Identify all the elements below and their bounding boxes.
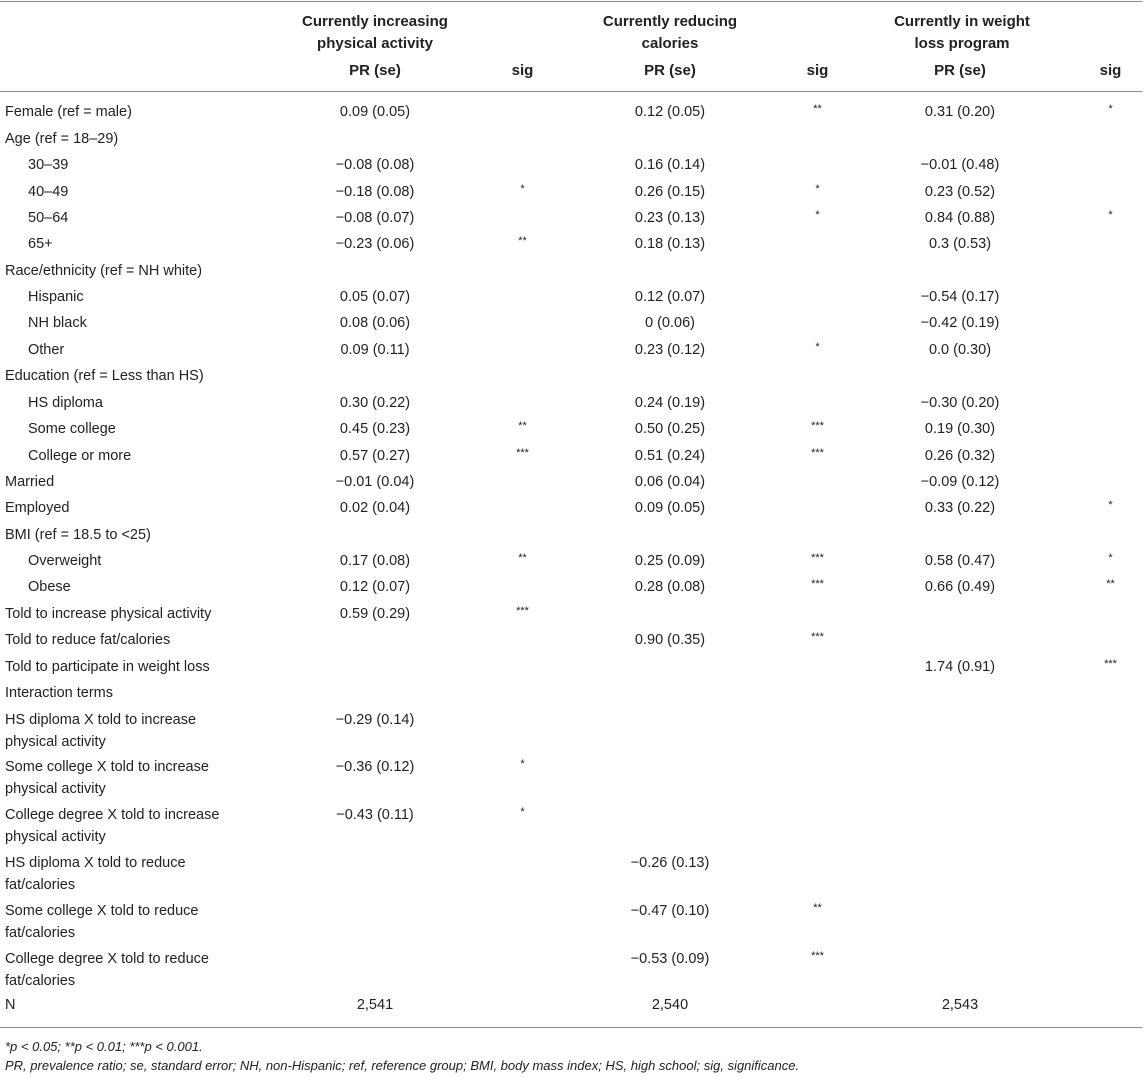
- pr-cell-weight-loss-program: 0.33 (0.22): [924, 500, 996, 516]
- row-label: [28, 445, 131, 467]
- row-label: [28, 207, 68, 229]
- pr-cell-reducing-calories: 0.23 (0.13): [634, 210, 706, 226]
- pr-cell-weight-loss-program: −0.54 (0.17): [920, 289, 1000, 305]
- row-label-line: HS diploma X told to increase: [5, 712, 197, 728]
- row-label: [5, 656, 210, 678]
- row-label: [5, 948, 209, 992]
- row-label: [28, 286, 84, 308]
- col1-header: [265, 11, 485, 55]
- pr-cell-weight-loss-program: −0.30 (0.20): [920, 395, 1000, 411]
- row-label-line: HS diploma: [28, 395, 103, 411]
- row-label-line: Told to increase physical activity: [5, 606, 212, 622]
- pr-cell-weight-loss-program: 0.66 (0.49): [924, 579, 996, 595]
- pr-cell-physical-activity: −0.23 (0.06): [335, 236, 415, 252]
- pr-cell-physical-activity: 0.08 (0.06): [339, 315, 411, 331]
- pr-cell-reducing-calories: 0.12 (0.07): [634, 289, 706, 305]
- row-label-line: physical activity: [5, 734, 106, 750]
- row-label-line: 40–49: [28, 184, 69, 200]
- pr-cell-physical-activity: 2,541: [356, 997, 394, 1013]
- row-label: [28, 339, 64, 361]
- sig-cell-physical-activity: **: [518, 420, 527, 432]
- pr-cell-reducing-calories: 0.24 (0.19): [634, 395, 706, 411]
- pr-cell-weight-loss-program: 0.58 (0.47): [924, 553, 996, 569]
- sig-cell-reducing-calories: **: [813, 902, 822, 914]
- sig-cell-weight-loss-program: *: [1108, 103, 1113, 115]
- row-label-line: physical activity: [5, 781, 106, 797]
- sig-cell-reducing-calories: ***: [811, 578, 824, 590]
- row-label: [5, 603, 211, 625]
- row-label: [28, 576, 71, 598]
- row-label-line: 50–64: [28, 210, 69, 226]
- pr-cell-physical-activity: −0.43 (0.11): [336, 807, 414, 823]
- col3-header-line1: Currently in weight: [894, 13, 1030, 30]
- sig-cell-reducing-calories: ***: [811, 552, 824, 564]
- pr-cell-reducing-calories: 0.25 (0.09): [634, 553, 706, 569]
- pr-cell-weight-loss-program: −0.42 (0.19): [920, 315, 1000, 331]
- row-label-line: Told to reduce fat/calories: [5, 632, 171, 648]
- row-label-line: fat/calories: [5, 925, 76, 941]
- pr-cell-weight-loss-program: −0.09 (0.12): [920, 474, 1000, 490]
- sig-cell-reducing-calories: ***: [811, 420, 824, 432]
- pr-cell-weight-loss-program: 0.31 (0.20): [924, 104, 996, 120]
- col2-pr-label: PR (se): [644, 62, 696, 79]
- row-label-line: Some college X told to increase: [5, 759, 209, 775]
- row-label-line: College degree X told to increase: [5, 807, 220, 823]
- pr-cell-physical-activity: −0.29 (0.14): [335, 712, 415, 728]
- row-label-line: College or more: [28, 448, 132, 464]
- sig-cell-reducing-calories: ***: [811, 447, 824, 459]
- row-label-line: Some college: [28, 421, 116, 437]
- row-label: [28, 233, 53, 255]
- pr-cell-physical-activity: −0.01 (0.04): [335, 474, 415, 490]
- sig-cell-physical-activity: **: [518, 552, 527, 564]
- row-label-line: 65+: [28, 236, 53, 252]
- pr-cell-reducing-calories: −0.47 (0.10): [630, 903, 710, 919]
- col2-header: [560, 11, 780, 55]
- pr-cell-reducing-calories: 0.23 (0.12): [634, 342, 706, 358]
- pr-cell-reducing-calories: −0.53 (0.09): [630, 951, 710, 967]
- row-label-line: Married: [5, 474, 55, 490]
- row-label-line: Told to participate in weight loss: [5, 659, 210, 675]
- row-label-line: Race/ethnicity (ref = NH white): [5, 263, 203, 279]
- pr-cell-reducing-calories: 0.06 (0.04): [634, 474, 706, 490]
- row-label: [5, 756, 209, 800]
- pr-cell-physical-activity: 0.12 (0.07): [339, 579, 411, 595]
- row-label-line: Overweight: [28, 553, 102, 569]
- row-label-line: fat/calories: [5, 877, 76, 893]
- row-label: [5, 629, 170, 651]
- pr-cell-reducing-calories: −0.26 (0.13): [630, 855, 710, 871]
- bottom-rule: [0, 1027, 1142, 1028]
- pr-cell-reducing-calories: 2,540: [651, 997, 689, 1013]
- row-label-line: Age (ref = 18–29): [5, 131, 119, 147]
- row-label: [28, 392, 103, 414]
- pr-cell-physical-activity: 0.57 (0.27): [339, 448, 411, 464]
- pr-cell-weight-loss-program: −0.01 (0.48): [920, 157, 1000, 173]
- pr-cell-physical-activity: 0.45 (0.23): [339, 421, 411, 437]
- pr-cell-reducing-calories: 0.28 (0.08): [634, 579, 706, 595]
- row-label-line: N: [5, 997, 16, 1013]
- row-label-line: College degree X told to reduce: [5, 951, 209, 967]
- row-label: [5, 260, 202, 282]
- col2-sig-label: sig: [806, 62, 829, 79]
- pr-cell-weight-loss-program: 0.84 (0.88): [924, 210, 996, 226]
- pr-cell-weight-loss-program: 0.26 (0.32): [924, 448, 996, 464]
- sig-cell-weight-loss-program: *: [1108, 552, 1113, 564]
- row-label-line: BMI (ref = 18.5 to <25): [5, 527, 151, 543]
- header-rule: [0, 91, 1142, 92]
- pr-cell-reducing-calories: 0.90 (0.35): [634, 632, 706, 648]
- pr-cell-weight-loss-program: 1.74 (0.91): [924, 659, 996, 675]
- col1-pr-label: PR (se): [349, 62, 401, 79]
- pr-cell-weight-loss-program: 0.3 (0.53): [928, 236, 992, 252]
- row-label: [5, 709, 196, 753]
- sig-cell-reducing-calories: *: [815, 341, 820, 353]
- row-label: [5, 471, 54, 493]
- sig-cell-weight-loss-program: **: [1106, 578, 1115, 590]
- sig-cell-reducing-calories: **: [813, 103, 822, 115]
- top-rule: [0, 1, 1142, 2]
- row-label-line: Female (ref = male): [5, 104, 132, 120]
- col3-pr-label: PR (se): [934, 62, 986, 79]
- row-label-line: HS diploma X told to reduce: [5, 855, 186, 871]
- row-label: [5, 804, 219, 848]
- row-label: [28, 550, 101, 572]
- row-label: [5, 524, 151, 546]
- pr-cell-reducing-calories: 0.09 (0.05): [634, 500, 706, 516]
- row-label-line: physical activity: [5, 829, 106, 845]
- pr-cell-reducing-calories: 0.12 (0.05): [634, 104, 706, 120]
- row-label: [28, 312, 87, 334]
- footnote-significance: *p < 0.05; **p < 0.01; ***p < 0.001.: [5, 1039, 203, 1054]
- col2-header-line2: calories: [641, 35, 699, 52]
- pr-cell-reducing-calories: 0.18 (0.13): [634, 236, 706, 252]
- pr-cell-reducing-calories: 0.26 (0.15): [634, 184, 706, 200]
- pr-cell-weight-loss-program: 0.0 (0.30): [928, 342, 992, 358]
- row-label: [5, 497, 69, 519]
- col1-header-line1: Currently increasing: [302, 13, 448, 30]
- row-label: [28, 154, 68, 176]
- pr-cell-reducing-calories: 0.50 (0.25): [634, 421, 706, 437]
- col3-header: [852, 11, 1072, 55]
- pr-cell-physical-activity: 0.17 (0.08): [339, 553, 411, 569]
- pr-cell-weight-loss-program: 0.19 (0.30): [924, 421, 996, 437]
- pr-cell-reducing-calories: 0 (0.06): [645, 315, 695, 331]
- pr-cell-physical-activity: 0.30 (0.22): [339, 395, 411, 411]
- pr-cell-physical-activity: −0.18 (0.08): [335, 184, 415, 200]
- pr-cell-physical-activity: −0.08 (0.07): [335, 210, 415, 226]
- row-label-line: Hispanic: [28, 289, 84, 305]
- row-label: [28, 181, 68, 203]
- sig-cell-weight-loss-program: ***: [1104, 658, 1117, 670]
- row-label-line: Other: [28, 342, 65, 358]
- sig-cell-weight-loss-program: *: [1108, 209, 1113, 221]
- col1-sig-label: sig: [511, 62, 534, 79]
- row-label: [5, 128, 118, 150]
- pr-cell-reducing-calories: 0.51 (0.24): [634, 448, 706, 464]
- col3-sig-label: sig: [1099, 62, 1122, 79]
- pr-cell-physical-activity: 0.09 (0.05): [339, 104, 411, 120]
- pr-cell-physical-activity: 0.05 (0.07): [339, 289, 411, 305]
- row-label-line: Interaction terms: [5, 685, 113, 701]
- pr-cell-physical-activity: 0.09 (0.11): [340, 342, 410, 358]
- row-label: [5, 852, 186, 896]
- pr-cell-weight-loss-program: 0.23 (0.52): [924, 184, 996, 200]
- sig-cell-physical-activity: *: [520, 758, 525, 770]
- pr-cell-weight-loss-program: 2,543: [941, 997, 979, 1013]
- pr-cell-physical-activity: −0.08 (0.08): [335, 157, 415, 173]
- pr-cell-physical-activity: −0.36 (0.12): [335, 759, 415, 775]
- col3-header-line2: loss program: [914, 35, 1010, 52]
- sig-cell-reducing-calories: *: [815, 183, 820, 195]
- sig-cell-reducing-calories: *: [815, 209, 820, 221]
- row-label-line: Obese: [28, 579, 71, 595]
- row-label-line: 30–39: [28, 157, 69, 173]
- row-label: [5, 101, 132, 123]
- sig-cell-physical-activity: *: [520, 183, 525, 195]
- sig-cell-physical-activity: ***: [516, 605, 529, 617]
- row-label: [28, 418, 116, 440]
- pr-cell-physical-activity: 0.02 (0.04): [339, 500, 411, 516]
- row-label: [5, 900, 198, 944]
- sig-cell-physical-activity: *: [520, 806, 525, 818]
- sig-cell-reducing-calories: ***: [811, 631, 824, 643]
- row-label: [5, 682, 113, 704]
- pr-cell-reducing-calories: 0.16 (0.14): [634, 157, 706, 173]
- row-label: [5, 365, 204, 387]
- footnote-abbreviations: PR, prevalence ratio; se, standard error; NH, non-Hispanic; ref, reference group; BMI, body mass index; HS, high school; sig, significance.: [5, 1058, 800, 1073]
- row-label: [5, 994, 15, 1016]
- row-label-line: Employed: [5, 500, 70, 516]
- pr-cell-physical-activity: 0.59 (0.29): [339, 606, 411, 622]
- row-label-line: Education (ref = Less than HS): [5, 368, 204, 384]
- col1-header-line2: physical activity: [317, 35, 433, 52]
- row-label-line: Some college X told to reduce: [5, 903, 199, 919]
- sig-cell-weight-loss-program: *: [1108, 499, 1113, 511]
- sig-cell-physical-activity: ***: [516, 447, 529, 459]
- row-label-line: NH black: [28, 315, 87, 331]
- sig-cell-physical-activity: **: [518, 235, 527, 247]
- sig-cell-reducing-calories: ***: [811, 950, 824, 962]
- row-label-line: fat/calories: [5, 973, 76, 989]
- col2-header-line1: Currently reducing: [602, 13, 738, 30]
